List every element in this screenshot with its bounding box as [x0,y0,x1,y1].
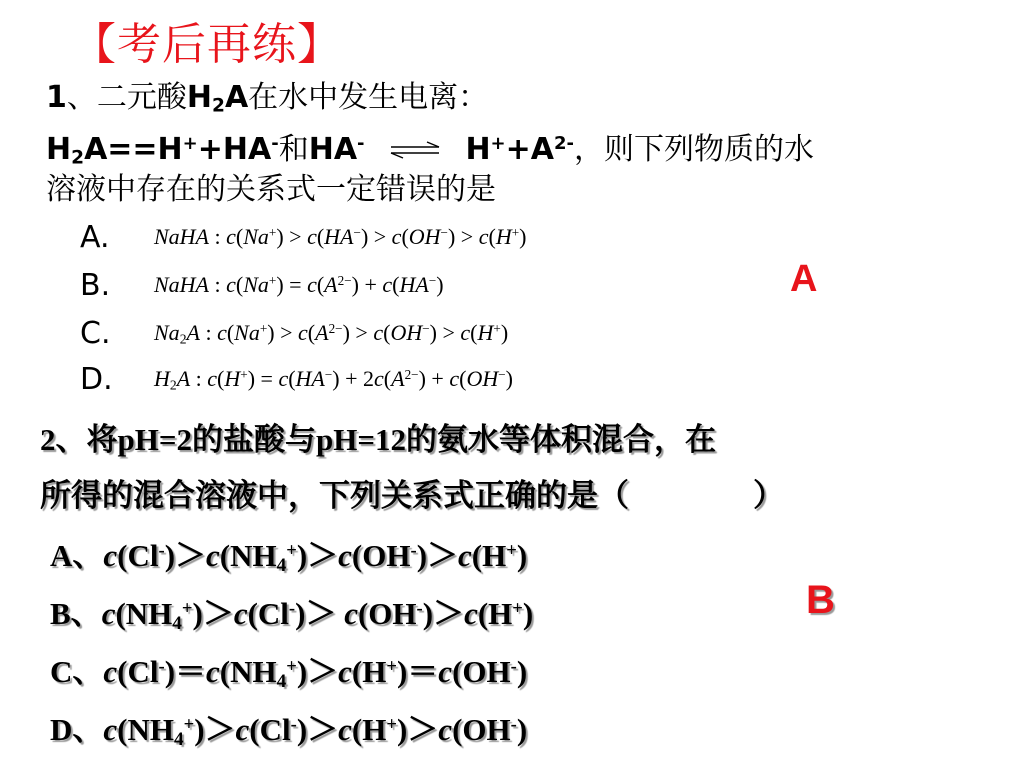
q1-option-b-letter: B. [80,268,111,303]
q2-option-d [50,704,527,751]
slide-title: 【考后再练】 [72,19,342,70]
q2-option-b [50,588,533,635]
q1-option-a-letter: A. [80,220,110,255]
q2-line-2: 所得的混合溶液中，下列关系式正确的是（ ） [40,478,784,513]
q1-option-d-formula: $H_2A$ : $c(H^+) = c(HA^-) + 2c(A^{2-}) + c(OH^-)$ [154,366,513,393]
q2-option-c-formula: $c(Cl^-)=c(NH_4^+)>c(H^+)=c(OH^-)$ [103,654,528,692]
q1-option-c-letter: C. [80,316,111,351]
q1-option-c-formula: $Na_2A$ : $c(Na^+) > c(A^{2-}) > c(OH^-) > c(H^+)$ [154,320,509,347]
q1-text-3: ，则下列物质的水 [574,131,814,167]
eq-part: +A [505,131,554,167]
q1-option-b-formula: NaHA : $c(Na^+) = c(A^{2-}) + c(HA^-)$ [154,272,444,297]
q1-text: 、二元酸 [66,80,187,115]
eq-sup: + [182,133,198,154]
q2-option-c-letter: C、 [50,654,104,689]
q1-text-2: 在水中发生电离： [248,80,489,115]
q1-number: 1 [46,80,67,115]
q2-option-a-formula: $c(Cl^-)>c(NH_4^+)>c(OH^-)>c(H^+)$ [103,538,528,576]
q2-option-b-letter: B、 [50,596,102,631]
eq-sup: + [490,133,506,154]
q1-line-1 [46,76,488,129]
acid-symbol-end: A [224,80,249,115]
q1-answer: A [790,258,818,300]
q2-option-a [50,530,527,577]
eq-part: H [465,131,491,167]
q1-option-d-letter: D. [80,362,113,397]
q2-option-a-letter: A、 [50,538,104,573]
eq-sup: - [357,133,365,154]
q2-option-d-letter: D、 [50,712,104,747]
q1-text-4: 溶液中存在的关系式一定错误的是 [46,172,496,207]
q1-option-a-formula: NaHA : c(Na+) > c(HA−) > c(OH−) > c(H+) [154,224,527,249]
acid-subscript: 2 [211,95,225,117]
eq-part: H [46,131,72,167]
eq-part: A==H [84,131,183,167]
eq-sub: 2 [71,147,85,169]
q1-line-3 [46,168,496,212]
q2-option-d-formula: $c(NH_4^+)>c(Cl^-)>c(H^+)>c(OH^-)$ [103,712,528,750]
q2-option-b-formula: $c(NH_4^+)>c(Cl^-)> c(OH^-)>c(H^+)$ [101,596,534,634]
acid-symbol: H [186,80,212,115]
q2-answer: B [806,578,835,622]
q2-option-c [50,646,527,693]
equilibrium-arrow-icon [385,139,445,161]
eq-connector: 和 [278,131,309,167]
eq-sup: - [271,133,279,154]
eq-part: +HA [197,131,272,167]
q2-line-1: 2、将pH=2的盐酸与pH=12的氨水等体积混合，在 [40,422,717,457]
eq-sup: 2- [554,133,574,154]
eq-part: HA [308,131,358,167]
